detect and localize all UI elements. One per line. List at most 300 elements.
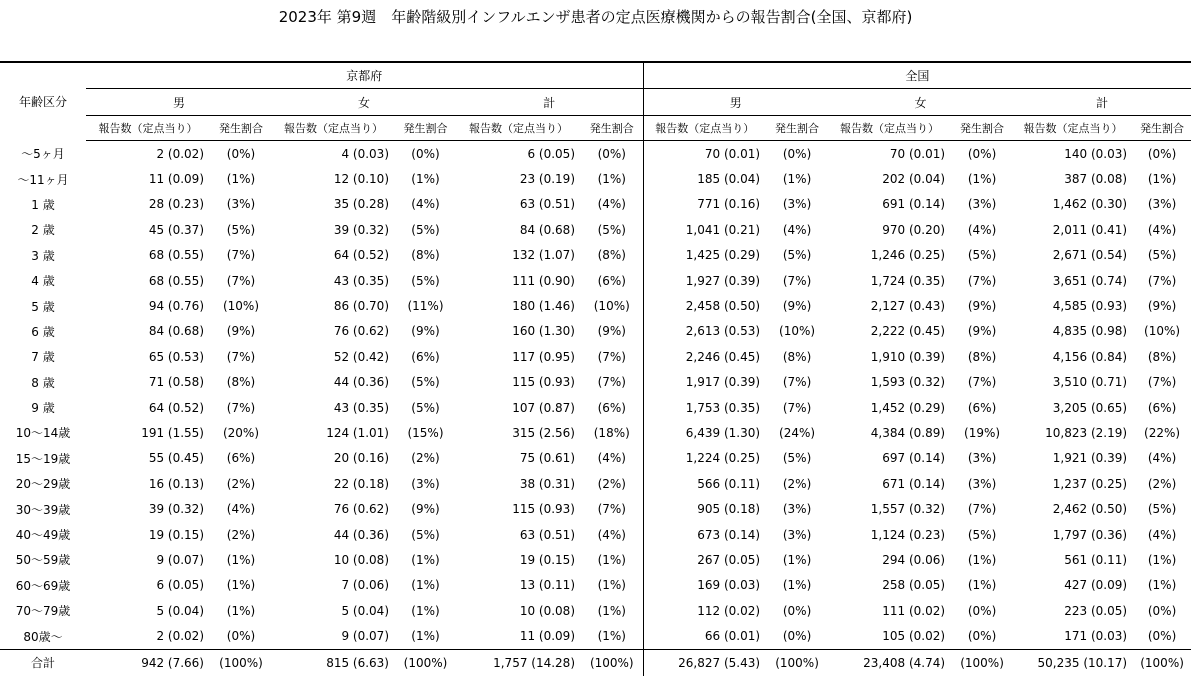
count-cell: 105 (0.02) — [882, 629, 946, 644]
count-cell: 180 (1.46) — [512, 299, 575, 314]
rate-cell: (5%) — [967, 248, 997, 263]
count-cell: 2,011 (0.41) — [1052, 222, 1128, 237]
rate-cell: (7%) — [226, 273, 256, 288]
rate-cell: (4%) — [782, 222, 812, 237]
count-cell: 3,510 (0.71) — [1052, 375, 1128, 390]
rate-cell: (3%) — [1147, 197, 1177, 212]
count-cell: 6,439 (1.30) — [643, 420, 766, 445]
count-cell: 4 (0.03) — [341, 146, 389, 161]
count-cell: 20 (0.16) — [333, 451, 389, 466]
count-cell: 12 (0.10) — [333, 172, 389, 187]
count-cell: 566 (0.11) — [643, 471, 766, 496]
total-row — [0, 649, 1191, 676]
count-cell: 44 (0.36) — [333, 527, 389, 542]
rate-cell: (1%) — [1147, 172, 1177, 187]
count-cell: 1,921 (0.39) — [1052, 451, 1128, 466]
rate-cell: (4%) — [1147, 222, 1177, 237]
rate-cell: (8%) — [782, 349, 812, 364]
count-cell: 26,827 (5.43) — [643, 649, 766, 676]
rate-cell: (5%) — [411, 527, 440, 542]
count-cell: 7 (0.06) — [341, 578, 389, 593]
rate-cell: (7%) — [782, 273, 812, 288]
rate-cell: (8%) — [967, 349, 997, 364]
age-group-cell: 20～29歳 — [15, 477, 71, 492]
table-row — [0, 471, 1191, 496]
age-group-cell: 2 歳 — [31, 223, 55, 238]
rate-cell: (100%) — [581, 649, 643, 676]
count-cell: 75 (0.61) — [519, 451, 575, 466]
age-group-cell: ～5ヶ月 — [21, 146, 65, 161]
rate-cell: (5%) — [967, 527, 997, 542]
count-cell: 1,237 (0.25) — [1052, 476, 1128, 491]
rate-cell: (4%) — [1147, 451, 1177, 466]
count-cell: 10,823 (2.19) — [1045, 425, 1128, 440]
count-cell: 115 (0.93) — [512, 502, 575, 517]
count-cell: 1,910 (0.39) — [870, 349, 946, 364]
rate-cell: (5%) — [411, 375, 440, 390]
age-group-cell: 1 歳 — [31, 197, 55, 212]
table-row — [0, 217, 1191, 242]
rate-cell: (0%) — [782, 146, 812, 161]
count-cell: 169 (0.03) — [643, 573, 766, 598]
table-row — [0, 319, 1191, 344]
rate-cell: (0%) — [967, 603, 997, 618]
rate-cell: (3%) — [967, 476, 997, 491]
rate-cell: (7%) — [226, 400, 256, 415]
age-group-cell: 6 歳 — [31, 324, 55, 339]
count-cell: 561 (0.11) — [1064, 552, 1128, 567]
age-group-cell: 80歳～ — [23, 629, 63, 644]
table-row — [0, 141, 1191, 167]
rate-cell: (11%) — [407, 299, 444, 314]
rate-cell: (1%) — [411, 172, 440, 187]
count-cell: 50,235 (10.17) — [1013, 649, 1133, 676]
count-cell: 64 (0.52) — [148, 400, 204, 415]
rate-cell: (1%) — [411, 629, 440, 644]
rate-cell: (1%) — [967, 172, 997, 187]
rate-cell: (0%) — [1147, 603, 1177, 618]
count-cell: 16 (0.13) — [148, 476, 204, 491]
rate-cell: (24%) — [779, 425, 816, 440]
count-cell: 697 (0.14) — [882, 451, 946, 466]
age-group-cell: 50～59歳 — [15, 553, 71, 568]
age-group-cell: ～11ヶ月 — [17, 172, 69, 187]
table-row — [0, 243, 1191, 268]
count-cell: 1,224 (0.25) — [643, 446, 766, 471]
rate-cell: (10%) — [1144, 324, 1181, 339]
rate-cell: (7%) — [226, 248, 256, 263]
rate-cell: (0%) — [597, 146, 626, 161]
rate-cell: (7%) — [597, 502, 626, 517]
table-row — [0, 293, 1191, 318]
count-cell: 124 (1.01) — [326, 425, 389, 440]
rate-cell: (6%) — [226, 451, 256, 466]
rate-cell: (4%) — [597, 197, 626, 212]
rate-cell: (7%) — [967, 502, 997, 517]
national-male-header: 男 — [643, 89, 828, 116]
rate-cell: (5%) — [782, 248, 812, 263]
count-cell: 5 (0.04) — [341, 603, 389, 618]
age-group-cell: 30～39歳 — [15, 502, 71, 517]
rate-header: 発生割合 — [581, 116, 643, 141]
count-cell: 1,917 (0.39) — [643, 370, 766, 395]
count-cell: 140 (0.03) — [1064, 146, 1128, 161]
rate-cell: (7%) — [597, 375, 626, 390]
count-cell: 10 (0.08) — [519, 603, 575, 618]
count-header: 報告数（定点当り） — [643, 116, 766, 141]
page-title: 2023年 第9週 年齢階級別インフルエンザ患者の定点医療機関からの報告割合(全国、京都府) — [278, 8, 913, 26]
count-cell: 6 (0.05) — [156, 578, 204, 593]
count-cell: 117 (0.95) — [512, 349, 575, 364]
rate-cell: (7%) — [967, 273, 997, 288]
count-cell: 76 (0.62) — [333, 324, 389, 339]
age-group-cell: 8 歳 — [31, 375, 55, 390]
count-cell: 68 (0.55) — [148, 248, 204, 263]
kyoto-male-header: 男 — [86, 89, 272, 116]
count-cell: 673 (0.14) — [643, 522, 766, 547]
rate-cell: (0%) — [226, 629, 256, 644]
table-row — [0, 370, 1191, 395]
rate-cell: (1%) — [411, 603, 440, 618]
count-cell: 905 (0.18) — [643, 496, 766, 521]
count-cell: 63 (0.51) — [519, 527, 575, 542]
count-cell: 1,753 (0.35) — [643, 395, 766, 420]
count-cell: 1,452 (0.29) — [870, 400, 946, 415]
count-cell: 4,585 (0.93) — [1052, 299, 1128, 314]
count-cell: 3,651 (0.74) — [1052, 273, 1128, 288]
age-group-cell: 3 歳 — [31, 248, 55, 263]
rate-cell: (1%) — [782, 172, 812, 187]
rate-header: 発生割合 — [395, 116, 456, 141]
count-cell: 111 (0.90) — [512, 273, 575, 288]
count-cell: 132 (1.07) — [512, 248, 575, 263]
count-cell: 1,797 (0.36) — [1052, 527, 1128, 542]
count-cell: 185 (0.04) — [643, 166, 766, 191]
count-cell: 2,671 (0.54) — [1052, 248, 1128, 263]
table-row — [0, 522, 1191, 547]
count-cell: 3,205 (0.65) — [1052, 400, 1128, 415]
rate-cell: (100%) — [210, 649, 272, 676]
count-cell: 2 (0.02) — [156, 146, 204, 161]
count-cell: 76 (0.62) — [333, 502, 389, 517]
rate-cell: (3%) — [782, 527, 812, 542]
rate-cell: (9%) — [967, 299, 997, 314]
count-cell: 267 (0.05) — [643, 547, 766, 572]
influenza-age-table — [0, 61, 1191, 676]
count-cell: 2,222 (0.45) — [870, 324, 946, 339]
rate-cell: (18%) — [593, 425, 630, 440]
rate-cell: (8%) — [411, 248, 440, 263]
rate-cell: (1%) — [226, 578, 256, 593]
count-cell: 38 (0.31) — [519, 476, 575, 491]
rate-cell: (7%) — [1147, 273, 1177, 288]
rate-cell: (1%) — [597, 578, 626, 593]
table-row — [0, 344, 1191, 369]
table-row — [0, 268, 1191, 293]
count-cell: 171 (0.03) — [1064, 629, 1128, 644]
count-cell: 9 (0.07) — [341, 629, 389, 644]
count-cell: 815 (6.63) — [272, 649, 395, 676]
age-group-cell: 4 歳 — [31, 274, 55, 289]
rate-cell: (4%) — [226, 502, 256, 517]
count-cell: 45 (0.37) — [148, 222, 204, 237]
count-cell: 28 (0.23) — [148, 197, 204, 212]
rate-cell: (3%) — [782, 197, 812, 212]
count-cell: 387 (0.08) — [1064, 172, 1128, 187]
count-cell: 112 (0.02) — [643, 598, 766, 623]
rate-cell: (5%) — [411, 222, 440, 237]
count-cell: 9 (0.07) — [156, 552, 204, 567]
rate-cell: (2%) — [782, 476, 812, 491]
age-group-cell: 15～19歳 — [15, 451, 71, 466]
national-female-header: 女 — [828, 89, 1013, 116]
rate-cell: (0%) — [967, 146, 997, 161]
count-cell: 11 (0.09) — [148, 172, 204, 187]
rate-cell: (0%) — [1147, 629, 1177, 644]
count-cell: 202 (0.04) — [882, 172, 946, 187]
table-body — [0, 141, 1191, 676]
rate-cell: (6%) — [1147, 400, 1177, 415]
rate-cell: (2%) — [1147, 476, 1177, 491]
count-cell: 39 (0.32) — [333, 222, 389, 237]
rate-cell: (4%) — [411, 197, 440, 212]
count-cell: 671 (0.14) — [882, 476, 946, 491]
count-cell: 1,593 (0.32) — [870, 375, 946, 390]
count-cell: 35 (0.28) — [333, 197, 389, 212]
age-group-cell: 9 歳 — [31, 401, 55, 416]
count-cell: 55 (0.45) — [148, 451, 204, 466]
count-header: 報告数（定点当り） — [1013, 116, 1133, 141]
count-cell: 771 (0.16) — [643, 192, 766, 217]
count-cell: 6 (0.05) — [527, 146, 575, 161]
rate-cell: (9%) — [782, 299, 812, 314]
rate-cell: (0%) — [967, 629, 997, 644]
count-cell: 294 (0.06) — [882, 552, 946, 567]
age-group-cell: 合計 — [0, 649, 86, 676]
rate-cell: (4%) — [1147, 527, 1177, 542]
age-group-cell: 40～49歳 — [15, 528, 71, 543]
rate-cell: (100%) — [395, 649, 456, 676]
count-cell: 1,757 (14.28) — [456, 649, 581, 676]
count-cell: 5 (0.04) — [156, 603, 204, 618]
count-cell: 160 (1.30) — [512, 324, 575, 339]
rate-cell: (5%) — [1147, 502, 1177, 517]
count-cell: 2,613 (0.53) — [643, 319, 766, 344]
count-cell: 63 (0.51) — [519, 197, 575, 212]
rate-cell: (2%) — [226, 527, 256, 542]
rate-cell: (7%) — [1147, 375, 1177, 390]
rate-cell: (7%) — [967, 375, 997, 390]
count-cell: 2 (0.02) — [156, 629, 204, 644]
table-row — [0, 192, 1191, 217]
region-header-kyoto: 京都府 — [86, 62, 643, 89]
count-cell: 84 (0.68) — [148, 324, 204, 339]
national-total-header: 計 — [1013, 89, 1191, 116]
rate-cell: (1%) — [967, 578, 997, 593]
table-row — [0, 446, 1191, 471]
rate-cell: (4%) — [597, 527, 626, 542]
rate-cell: (1%) — [967, 552, 997, 567]
count-header: 報告数（定点当り） — [272, 116, 395, 141]
rate-header: 発生割合 — [1133, 116, 1191, 141]
count-cell: 1,124 (0.23) — [870, 527, 946, 542]
count-cell: 4,384 (0.89) — [870, 425, 946, 440]
count-cell: 52 (0.42) — [333, 349, 389, 364]
rate-cell: (9%) — [597, 324, 626, 339]
rate-cell: (1%) — [782, 578, 812, 593]
rate-cell: (10%) — [779, 324, 816, 339]
rate-cell: (10%) — [593, 299, 630, 314]
rate-header: 発生割合 — [766, 116, 828, 141]
rate-cell: (3%) — [782, 502, 812, 517]
count-cell: 1,041 (0.21) — [643, 217, 766, 242]
table-row — [0, 395, 1191, 420]
age-group-cell: 70～79歳 — [15, 604, 71, 619]
rate-cell: (7%) — [782, 375, 812, 390]
count-cell: 64 (0.52) — [333, 248, 389, 263]
rate-cell: (0%) — [782, 629, 812, 644]
count-cell: 19 (0.15) — [519, 552, 575, 567]
rate-cell: (6%) — [597, 400, 626, 415]
rate-cell: (5%) — [411, 273, 440, 288]
count-cell: 115 (0.93) — [512, 375, 575, 390]
rate-cell: (8%) — [597, 248, 626, 263]
rate-cell: (2%) — [411, 451, 440, 466]
count-cell: 23,408 (4.74) — [828, 649, 951, 676]
rate-cell: (7%) — [597, 349, 626, 364]
count-cell: 1,425 (0.29) — [643, 243, 766, 268]
rate-cell: (2%) — [226, 476, 256, 491]
count-cell: 970 (0.20) — [882, 222, 946, 237]
table-row — [0, 598, 1191, 623]
count-cell: 19 (0.15) — [148, 527, 204, 542]
count-cell: 39 (0.32) — [148, 502, 204, 517]
age-group-cell: 10～14歳 — [15, 426, 71, 441]
rate-cell: (1%) — [597, 172, 626, 187]
count-cell: 70 (0.01) — [889, 146, 946, 161]
rate-cell: (3%) — [967, 197, 997, 212]
count-cell: 2,462 (0.50) — [1052, 502, 1128, 517]
age-group-cell: 60～69歳 — [15, 578, 71, 593]
kyoto-total-header: 計 — [456, 89, 643, 116]
count-cell: 4,156 (0.84) — [1052, 349, 1128, 364]
rate-cell: (100%) — [1133, 649, 1191, 676]
table-row — [0, 496, 1191, 521]
count-cell: 427 (0.09) — [1064, 578, 1128, 593]
table-row — [0, 166, 1191, 191]
count-cell: 43 (0.35) — [333, 400, 389, 415]
count-cell: 2,127 (0.43) — [870, 299, 946, 314]
count-cell: 13 (0.11) — [519, 578, 575, 593]
rate-cell: (7%) — [782, 400, 812, 415]
count-cell: 1,724 (0.35) — [870, 273, 946, 288]
count-cell: 1,462 (0.30) — [1052, 197, 1128, 212]
rate-cell: (3%) — [967, 451, 997, 466]
rate-header: 発生割合 — [210, 116, 272, 141]
rate-cell: (3%) — [411, 476, 440, 491]
rate-cell: (1%) — [226, 552, 256, 567]
rate-cell: (0%) — [1147, 146, 1177, 161]
count-cell: 2,458 (0.50) — [643, 293, 766, 318]
rate-cell: (1%) — [597, 629, 626, 644]
count-header: 報告数（定点当り） — [828, 116, 951, 141]
count-cell: 4,835 (0.98) — [1052, 324, 1128, 339]
kyoto-female-header: 女 — [272, 89, 456, 116]
count-cell: 68 (0.55) — [148, 273, 204, 288]
count-cell: 258 (0.05) — [882, 578, 946, 593]
count-cell: 107 (0.87) — [512, 400, 575, 415]
count-cell: 70 (0.01) — [643, 141, 766, 167]
count-cell: 1,557 (0.32) — [870, 502, 946, 517]
count-cell: 1,246 (0.25) — [870, 248, 946, 263]
rate-cell: (100%) — [766, 649, 828, 676]
count-cell: 44 (0.36) — [333, 375, 389, 390]
count-cell: 1,927 (0.39) — [643, 268, 766, 293]
rate-cell: (19%) — [964, 425, 1001, 440]
count-cell: 315 (2.56) — [512, 425, 575, 440]
rate-cell: (2%) — [597, 476, 626, 491]
count-cell: 10 (0.08) — [333, 552, 389, 567]
count-cell: 191 (1.55) — [141, 425, 204, 440]
rate-cell: (100%) — [951, 649, 1013, 676]
count-cell: 66 (0.01) — [643, 623, 766, 649]
table-row — [0, 623, 1191, 649]
rate-cell: (5%) — [411, 400, 440, 415]
rate-cell: (10%) — [222, 299, 260, 314]
age-group-cell: 7 歳 — [31, 350, 55, 365]
table-row — [0, 420, 1191, 445]
rate-cell: (5%) — [782, 451, 812, 466]
rate-cell: (1%) — [411, 578, 440, 593]
rate-cell: (6%) — [967, 400, 997, 415]
count-cell: 942 (7.66) — [86, 649, 210, 676]
table-row — [0, 547, 1191, 572]
rate-header: 発生割合 — [951, 116, 1013, 141]
count-cell: 2,246 (0.45) — [643, 344, 766, 369]
rate-cell: (4%) — [967, 222, 997, 237]
rate-cell: (15%) — [407, 425, 444, 440]
rate-cell: (9%) — [411, 502, 440, 517]
rate-cell: (1%) — [226, 172, 256, 187]
count-header: 報告数（定点当り） — [86, 116, 210, 141]
count-cell: 84 (0.68) — [519, 222, 575, 237]
rate-cell: (0%) — [411, 146, 440, 161]
rate-cell: (9%) — [1147, 299, 1177, 314]
count-cell: 86 (0.70) — [333, 299, 389, 314]
rate-cell: (1%) — [597, 603, 626, 618]
rate-cell: (8%) — [226, 375, 256, 390]
rate-cell: (4%) — [597, 451, 626, 466]
rate-cell: (1%) — [1147, 552, 1177, 567]
rate-cell: (1%) — [411, 552, 440, 567]
count-cell: 71 (0.58) — [148, 375, 204, 390]
count-cell: 65 (0.53) — [148, 349, 204, 364]
rate-cell: (9%) — [411, 324, 440, 339]
rate-cell: (1%) — [1147, 578, 1177, 593]
rate-cell: (5%) — [226, 222, 256, 237]
rate-cell: (20%) — [222, 425, 260, 440]
count-cell: 11 (0.09) — [519, 629, 575, 644]
count-header: 報告数（定点当り） — [456, 116, 581, 141]
count-cell: 23 (0.19) — [519, 172, 575, 187]
rate-cell: (9%) — [967, 324, 997, 339]
rate-cell: (1%) — [782, 552, 812, 567]
age-group-cell: 5 歳 — [31, 299, 55, 314]
rate-cell: (5%) — [1147, 248, 1177, 263]
rate-cell: (7%) — [226, 349, 256, 364]
count-cell: 94 (0.76) — [148, 299, 204, 314]
rate-cell: (0%) — [782, 603, 812, 618]
